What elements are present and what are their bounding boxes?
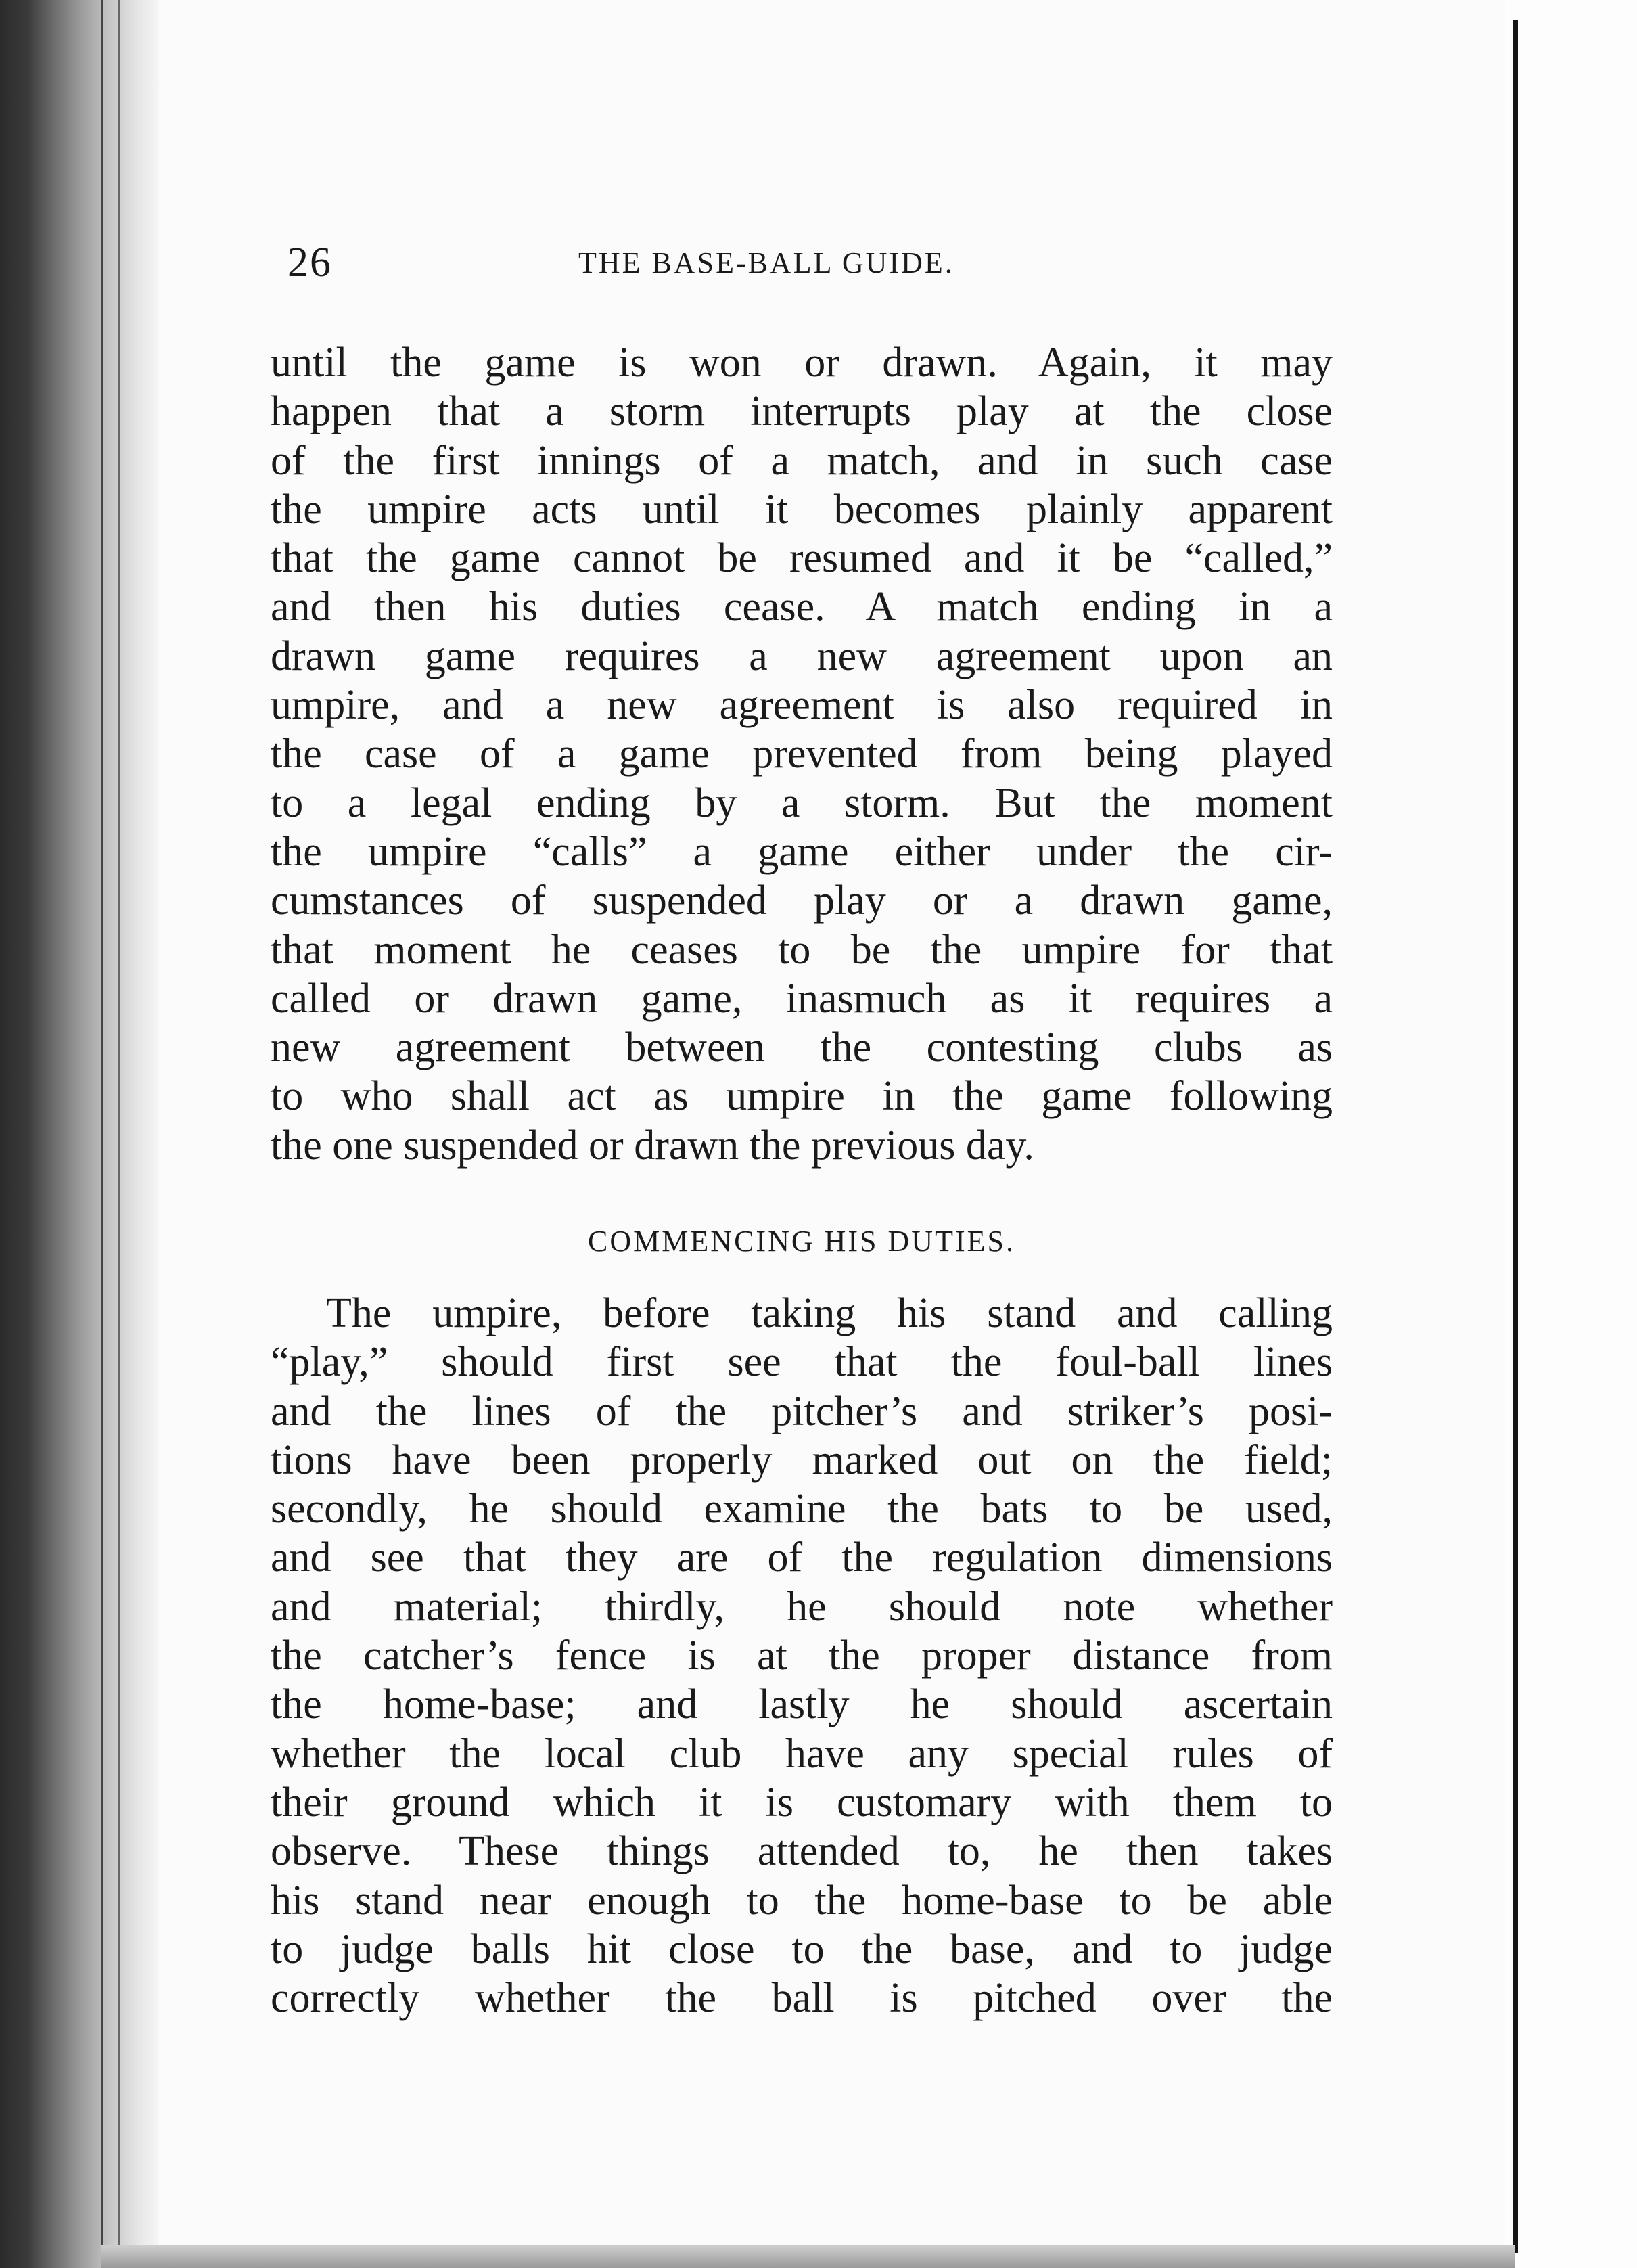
section-heading: COMMENCING HIS DUTIES. — [588, 1225, 1015, 1258]
text-line: of the first innings of a match, and in such case — [271, 437, 1333, 484]
text-line: to who shall act as umpire in the game following — [271, 1073, 1333, 1120]
text-line: secondly, he should examine the bats to be used, — [271, 1486, 1333, 1533]
text-line: and see that they are of the regulation dimensions — [271, 1535, 1333, 1581]
page-number: 26 — [287, 240, 332, 286]
text-line: his stand near enough to the home-base to be able — [271, 1877, 1333, 1924]
text-line: the case of a game prevented from being played — [271, 731, 1333, 777]
paragraph-1 — [271, 338, 1333, 1170]
spine-edge-line — [101, 0, 103, 2268]
text-line: drawn game requires a new agreement upon an — [271, 633, 1333, 679]
text-line: the umpire acts until it becomes plainly apparent — [271, 486, 1333, 532]
text-line: and then his duties cease. A match ending in a — [271, 584, 1333, 631]
text-line: the one suspended or drawn the previous day. — [271, 1122, 1034, 1169]
paragraph-2 — [271, 1289, 1333, 2022]
text-line: until the game is won or drawn. Again, it may — [271, 340, 1333, 386]
text-line: the umpire “calls” a game either under the cir- — [271, 828, 1333, 875]
text-line: the home-base; and lastly he should ascertain — [271, 1681, 1333, 1728]
text-line: and material; thirdly, he should note whether — [271, 1583, 1333, 1630]
bottom-page-edge — [101, 2245, 1515, 2268]
text-line: their ground which it is customary with them to — [271, 1779, 1333, 1825]
text-line: to a legal ending by a storm. But the moment — [271, 779, 1333, 826]
text-line: The umpire, before taking his stand and calling — [326, 1290, 1333, 1336]
text-line: cumstances of suspended play or a drawn game, — [271, 878, 1333, 924]
text-line: happen that a storm interrupts play at the close — [271, 388, 1333, 435]
text-line: and the lines of the pitcher’s and striker’s posi- — [271, 1388, 1333, 1434]
text-line: that the game cannot be resumed and it be “called,” — [271, 535, 1333, 582]
book-spine-shadow — [0, 0, 159, 2268]
right-margin — [1505, 0, 1637, 2268]
page-header — [287, 235, 1329, 290]
text-line: whether the local club have any special rules of — [271, 1730, 1333, 1777]
text-line: umpire, and a new agreement is also required in — [271, 682, 1333, 729]
text-line: that moment he ceases to be the umpire for that — [271, 926, 1333, 973]
text-line: called or drawn game, inasmuch as it requires a — [271, 975, 1333, 1022]
spine-edge-line — [118, 0, 120, 2268]
text-line: the catcher’s fence is at the proper distance from — [271, 1633, 1333, 1679]
text-line: new agreement between the contesting clubs as — [271, 1024, 1333, 1071]
text-line: to judge balls hit close to the base, and to judge — [271, 1926, 1333, 1972]
text-line: correctly whether the ball is pitched over the — [271, 1975, 1333, 2022]
running-title: THE BASE-BALL GUIDE. — [578, 246, 954, 279]
text-line: “play,” should first see that the foul-ball lines — [271, 1339, 1333, 1386]
facing-page-edge — [1513, 20, 1518, 2253]
text-line: tions have been properly marked out on the field; — [271, 1436, 1333, 1483]
text-line: observe. These things attended to, he then takes — [271, 1828, 1333, 1875]
